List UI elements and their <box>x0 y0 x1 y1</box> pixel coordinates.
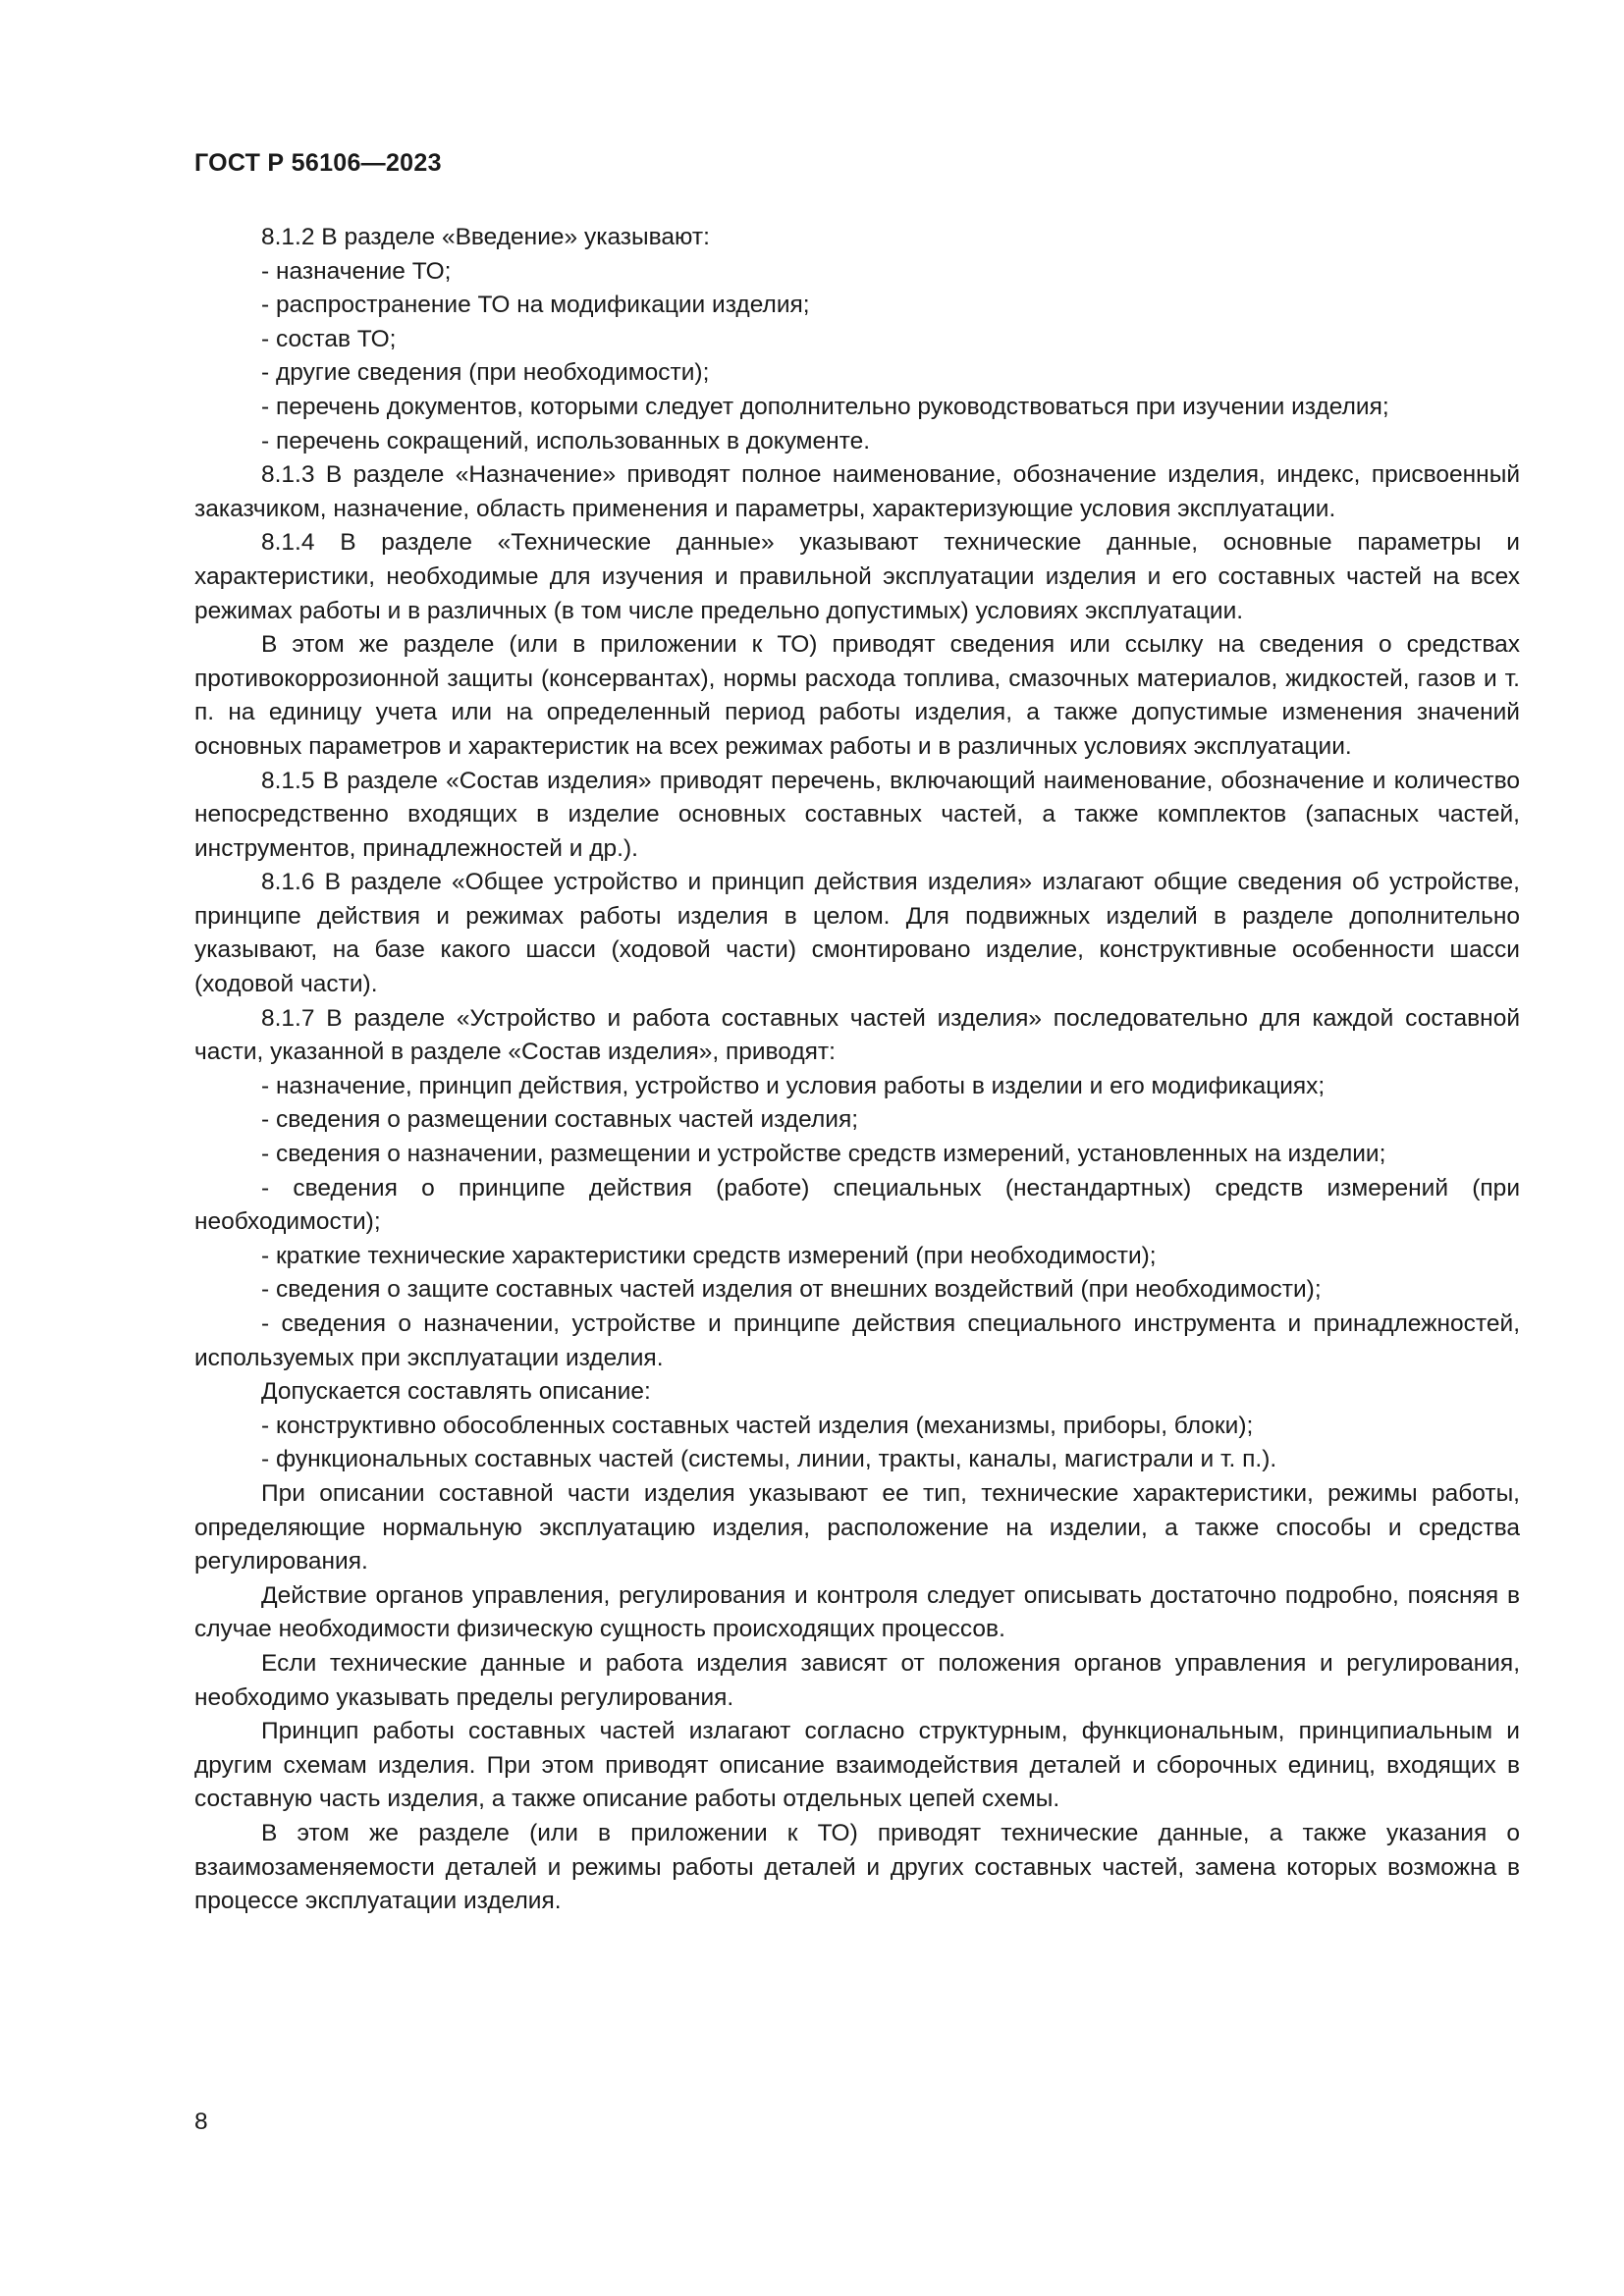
list-item: - перечень документов, которыми следует дополнительно руководствоваться при изучении изделия; <box>261 393 1389 420</box>
paragraph: При описании составной части изделия указывают ее тип, технические характеристики, режимы работы, определяющие нормальную эксплуатацию изделия, расположение на изделии, а также способы и средства регулирования. <box>194 1479 1520 1575</box>
paragraph: Действие органов управления, регулирования и контроля следует описывать достаточно подробно, поясняя в случае необходимости физическую сущность происходящих процессов. <box>194 1581 1520 1643</box>
paragraph-8-1-6: 8.1.6 В разделе «Общее устройство и принцип действия изделия» излагают общие сведения об устройстве, принципе действия и режимах работы изделия в целом. Для подвижных изделий в разделе дополнительно указывают, на базе какого шасси (ходовой части) смонтировано изделие, конструктивные особенности шасси (ходовой части). <box>194 869 1520 998</box>
list-item: - другие сведения (при необходимости); <box>261 359 710 387</box>
paragraph: Допускается составлять описание: <box>261 1378 651 1406</box>
list-item: - сведения о размещении составных частей изделия; <box>261 1106 859 1134</box>
paragraph-8-1-2: 8.1.2 В разделе «Введение» указывают: <box>261 224 710 250</box>
paragraph: Если технические данные и работа изделия зависят от положения органов управления и регулирования, необходимо указывать пределы регулирования. <box>194 1649 1520 1711</box>
document-header: ГОСТ Р 56106—2023 <box>194 149 442 177</box>
list-item: - назначение, принцип действия, устройство и условия работы в изделии и его модификациях; <box>261 1072 1326 1099</box>
list-item: - сведения о назначении, размещении и устройстве средств измерений, установленных на изделии; <box>261 1141 1386 1168</box>
list-item: - перечень сокращений, использованных в документе. <box>261 427 871 454</box>
paragraph: Принцип работы составных частей излагают согласно структурным, функциональным, принципиальным и другим схемам изделия. При этом приводят описание взаимодействия деталей и сборочных единиц, входящих в составную часть изделия, а также описание работы отдельных цепей схемы. <box>194 1718 1520 1813</box>
paragraph-8-1-3: 8.1.3 В разделе «Назначение» приводят полное наименование, обозначение изделия, индекс, присвоенный заказчиком, назначение, область применения и параметры, характеризующие условия эксплуатации. <box>194 461 1520 522</box>
list-item: - краткие технические характеристики средств измерений (при необходимости); <box>261 1242 1157 1269</box>
list-item: - сведения о защите составных частей изделия от внешних воздействий (при необходимости); <box>261 1276 1322 1304</box>
document-body <box>194 221 1520 1919</box>
list-item: - конструктивно обособленных составных частей изделия (механизмы, приборы, блоки); <box>261 1412 1254 1439</box>
paragraph: В этом же разделе (или в приложении к ТО) приводят технические данные, а также указания о взаимозаменяемости деталей и режимы работы деталей и других составных частей, замена которых возможна в процессе эксплуатации изделия. <box>194 1819 1520 1915</box>
list-item: - сведения о принципе действия (работе) специальных (нестандартных) средств измерений (при необходимости); <box>194 1174 1520 1236</box>
paragraph: В этом же разделе (или в приложении к ТО) приводят сведения или ссылку на сведения о средствах противокоррозионной защиты (консервантах), нормы расхода топлива, смазочных материалов, жидкостей, газов и т. п. на единицу учета или на определенный период работы изделия, а также допустимые изменения значений основных параметров и характеристик на всех режимах работы и в различных условиях эксплуатации. <box>194 631 1520 760</box>
list-item: - функциональных составных частей (системы, линии, тракты, каналы, магистрали и т. п.). <box>261 1446 1277 1473</box>
list-item: - состав ТО; <box>261 325 397 352</box>
list-item: - назначение ТО; <box>261 257 452 285</box>
page-number: 8 <box>194 2109 208 2135</box>
list-item: - сведения о назначении, устройстве и принципе действия специального инструмента и принадлежностей, используемых при эксплуатации изделия. <box>194 1310 1520 1371</box>
list-item: - распространение ТО на модификации изделия; <box>261 292 810 319</box>
paragraph-8-1-7: 8.1.7 В разделе «Устройство и работа составных частей изделия» последовательно для каждой составной части, указанной в разделе «Состав изделия», приводят: <box>194 1004 1520 1066</box>
paragraph-8-1-5: 8.1.5 В разделе «Состав изделия» приводят перечень, включающий наименование, обозначение и количество непосредственно входящих в изделие основных составных частей, а также комплектов (запасных частей, инструментов, принадлежностей и др.). <box>194 767 1520 862</box>
paragraph-8-1-4: 8.1.4 В разделе «Технические данные» указывают технические данные, основные параметры и характеристики, необходимые для изучения и правильной эксплуатации изделия и его составных частей на всех режимах работы и в различных (в том числе предельно допустимых) условиях эксплуатации. <box>194 529 1520 624</box>
